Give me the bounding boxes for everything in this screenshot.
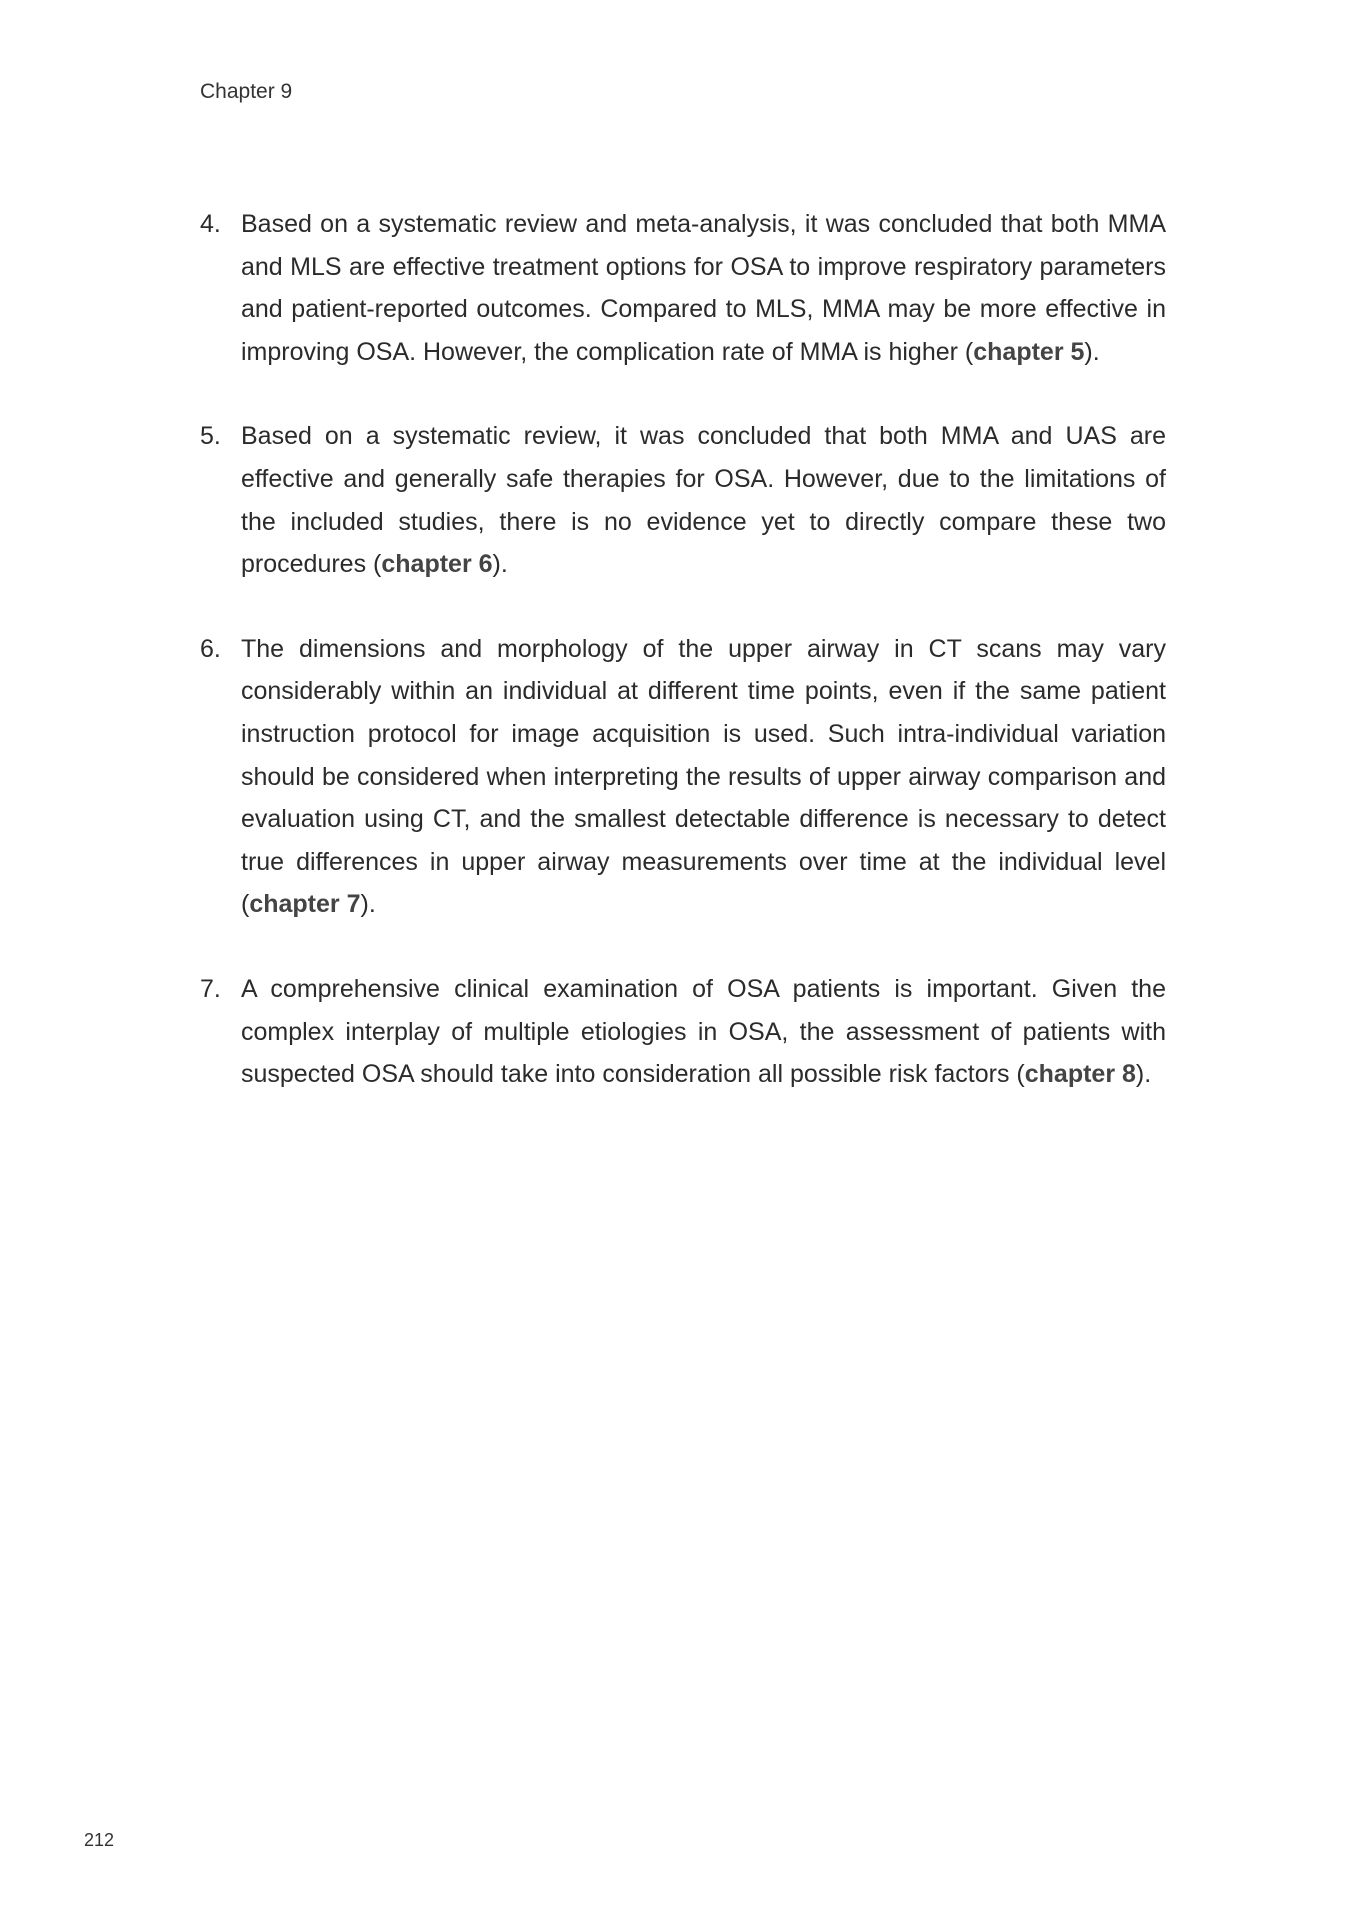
conclusion-item-7 xyxy=(200,968,1166,1096)
chapter-reference: chapter 5 xyxy=(973,337,1085,366)
conclusions-list xyxy=(200,203,1166,1138)
item-text: A comprehensive clinical examination of OSA patients is important. Given the complex interplay of multiple etiologies in OSA, the assessment of patients with suspected OSA should take into consideration all possible risk factors ( xyxy=(241,974,1166,1089)
conclusion-item-4 xyxy=(200,203,1166,373)
chapter-reference: chapter 6 xyxy=(381,550,493,579)
item-suffix: ). xyxy=(1135,1060,1152,1089)
running-header: Chapter 9 xyxy=(200,80,293,103)
conclusion-item-6 xyxy=(200,628,1166,926)
item-suffix: ). xyxy=(360,890,376,919)
item-text: The dimensions and morphology of the upper airway in CT scans may vary considerably within an individual at different time points, even if the same patient instruction protocol for image acquisition is used. Such intra-individual variation should be considered when interpreting the results of upper airway comparison and evaluation using CT, and the smallest detectable difference is necessary to detect true differences in upper airway measurements over time at the individual level ( xyxy=(241,634,1166,919)
item-number: 4. xyxy=(200,210,221,238)
item-number: 7. xyxy=(200,974,221,1003)
conclusion-item-5 xyxy=(200,415,1166,585)
item-text: Based on a systematic review, it was concluded that both MMA and UAS are effective and generally safe therapies for OSA. However, due to the limitations of the included studies, there is no evidence yet to directly compare these two procedures ( xyxy=(241,422,1166,579)
chapter-reference: chapter 7 xyxy=(249,890,361,919)
item-number: 5. xyxy=(200,422,221,451)
page-number: 212 xyxy=(84,1830,115,1850)
item-suffix: ). xyxy=(492,550,508,579)
item-text: Based on a systematic review and meta-analysis, it was concluded that both MMA and MLS are effective treatment options for OSA to improve respiratory parameters and patient-reported outcomes. Compared to MLS, MMA may be more effective in improving OSA. However, the complication rate of MMA is higher ( xyxy=(241,210,1166,366)
item-number: 6. xyxy=(200,634,221,663)
item-suffix: ). xyxy=(1084,337,1100,366)
chapter-reference: chapter 8 xyxy=(1024,1060,1136,1089)
